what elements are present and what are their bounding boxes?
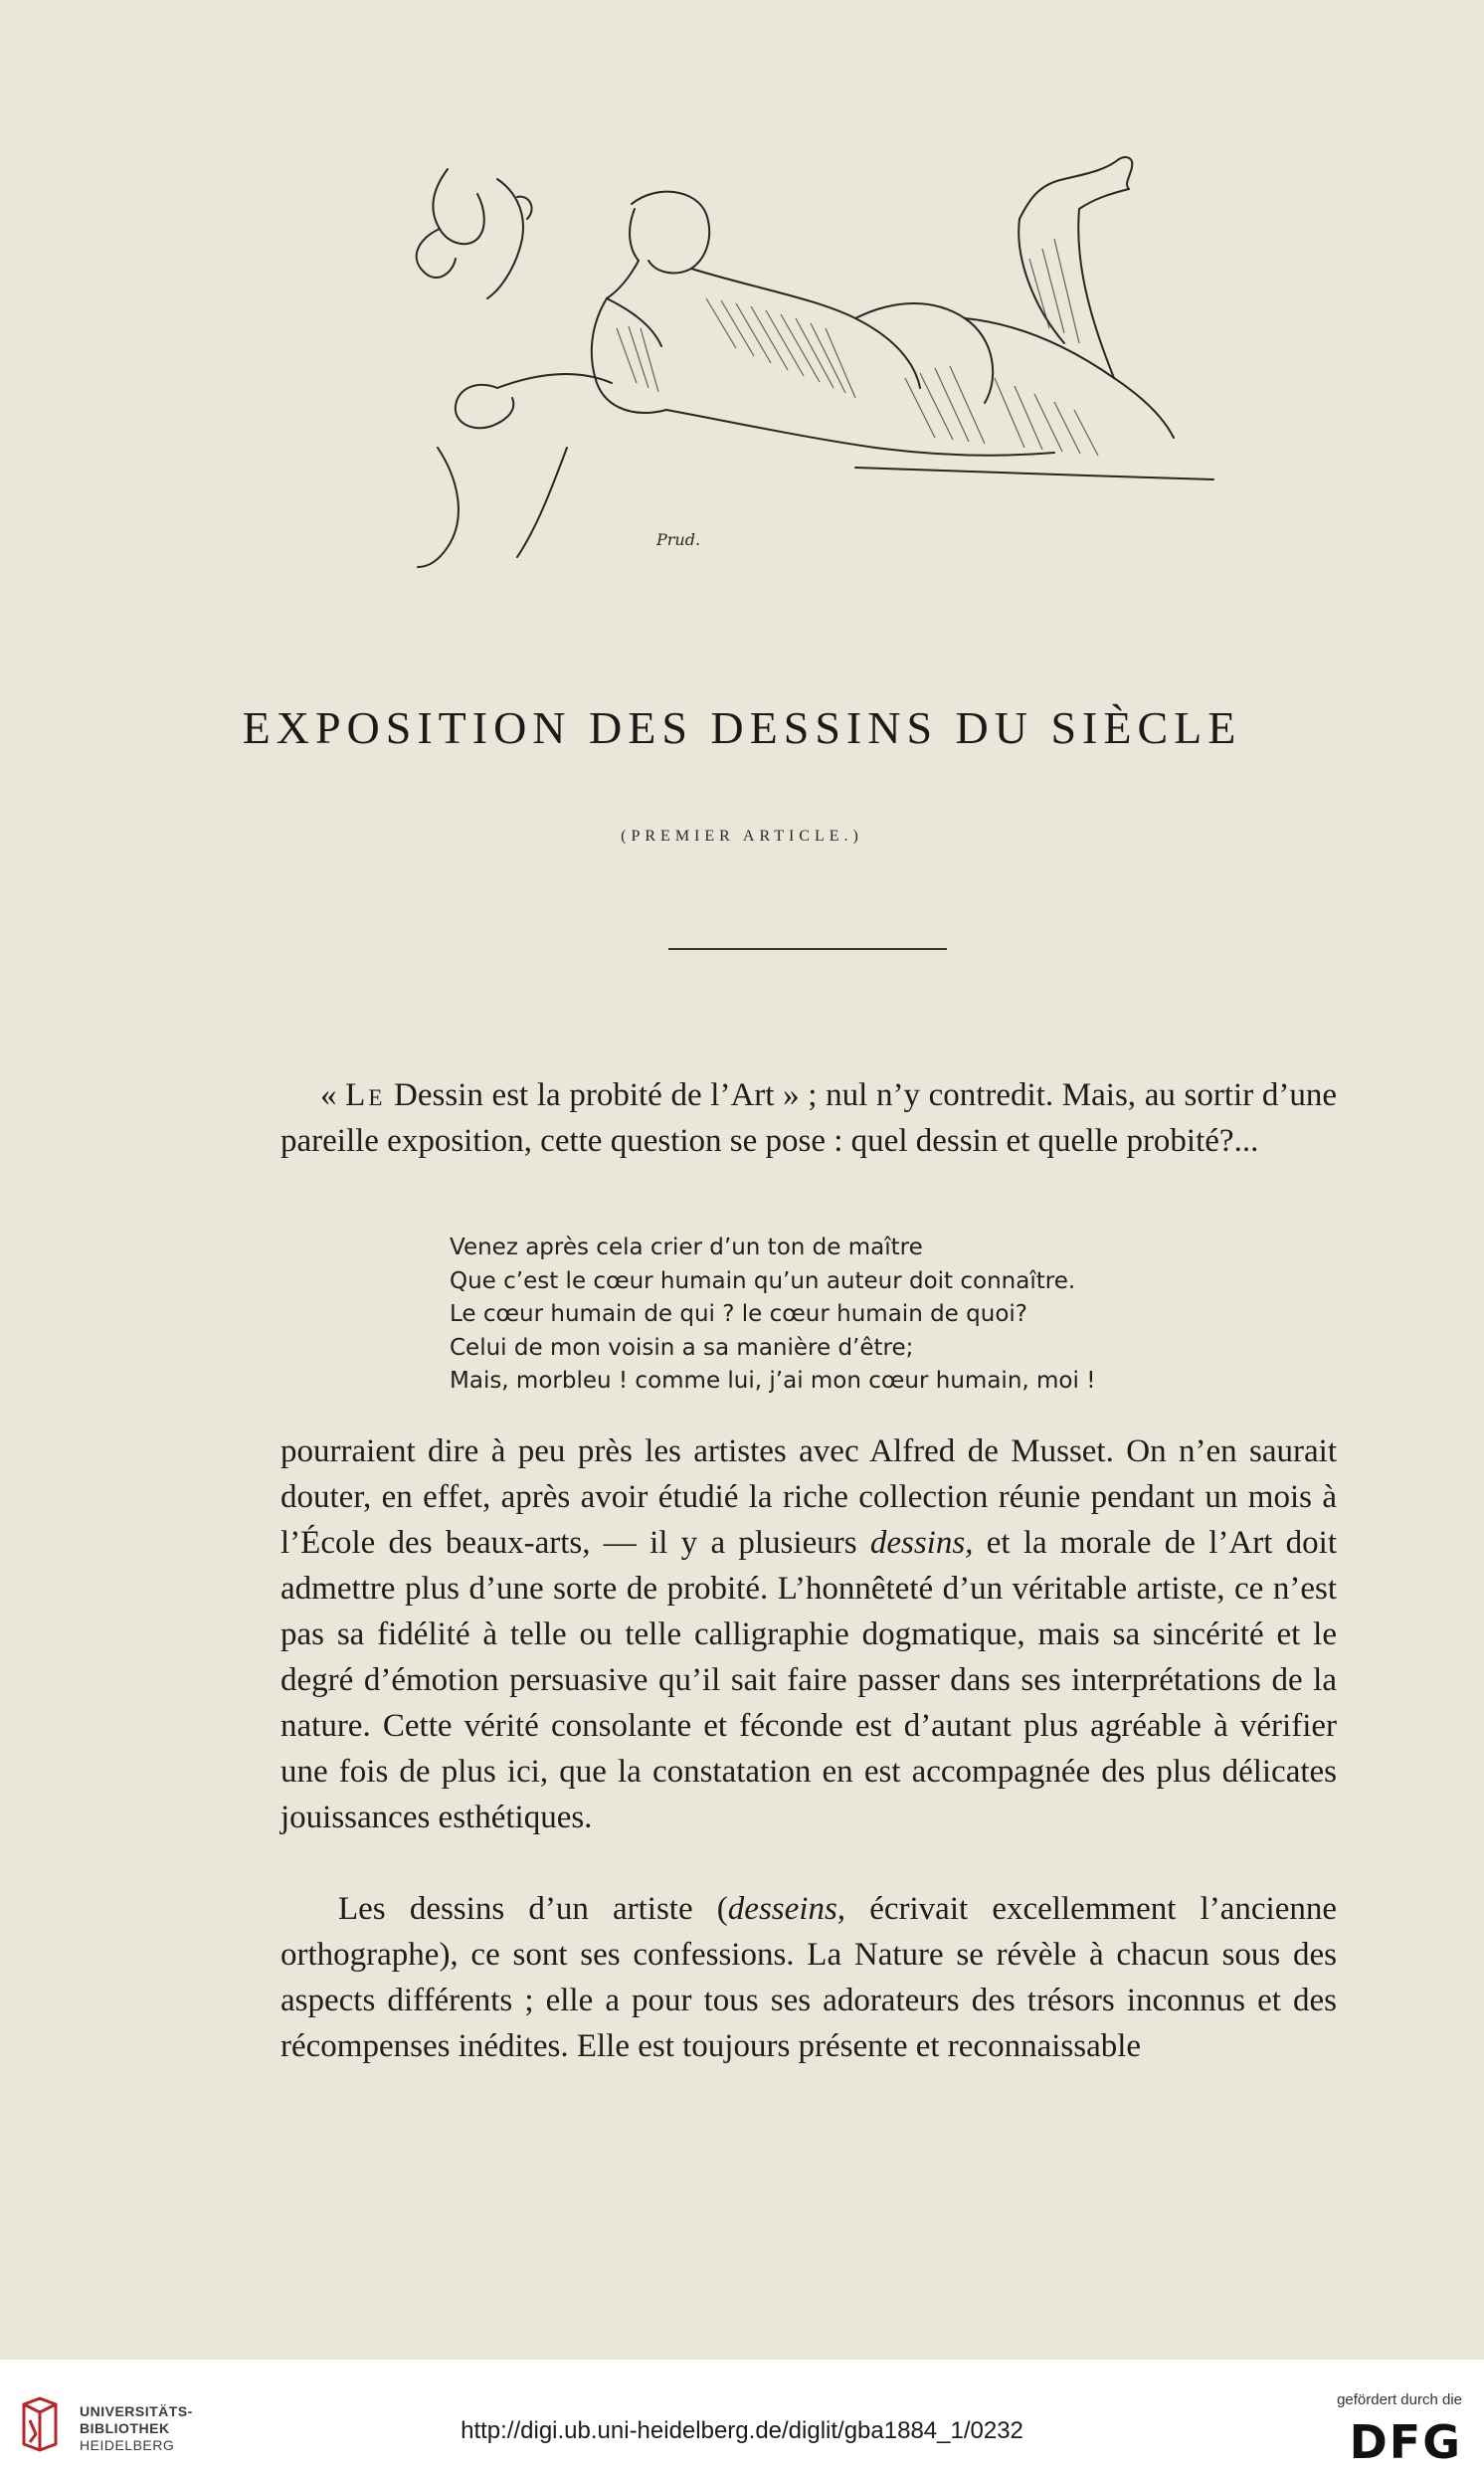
illustration-signature: Prud. [656, 530, 701, 549]
paragraph-2-text-b: et la morale de l’Art doit admettre plus d’une sorte de probité. L’honnêteté d’un véritable artiste, ce n’est pas sa fidélité à telle ou telle calligraphie dogmatique, mais sa sincérité et le degré d’émotion persuasive qu’il sait faire passer dans ses interprétations de la nature. Cette vérité consolante et féconde est d’autant plus agréable à vérifier une fois de plus ici, que la constatation en est accompagnée des plus délicates jouissances esthétiques. [280, 1525, 1338, 1835]
paragraph-3-text-a: Les dessins d’un artiste ( [338, 1891, 728, 1927]
paragraph-2-italic: dessins, [869, 1525, 974, 1561]
paragraph-3-text-b: écrivait excellemment l’ancienne orthographe), ce sont ses confessions. La Nature se révèle à chacun sous des aspects différents ; elle a pour tous ses adorateurs des trésors inconnus et des récompenses inédites. Elle est toujours présente et reconnaissable [280, 1891, 1337, 2064]
digitization-footer [0, 2360, 1484, 2472]
verse-line: Mais, morbleu ! comme lui, j’ai mon cœur humain, moi ! [450, 1368, 1096, 1394]
paragraph-3-italic: desseins, [727, 1891, 846, 1927]
verse-line: Le cœur humain de qui ? le cœur humain de quoi? [450, 1301, 1027, 1327]
article-subtitle: (PREMIER ARTICLE.) [621, 828, 863, 845]
paragraph-1-text: Dessin est la probité de l’Art » ; nul n’y contredit. Mais, au sortir d’une pareille exposition, cette question se pose : quel dessin et quelle probité?... [280, 1077, 1337, 1159]
paragraph-1 [280, 1072, 1337, 1164]
lead-word: Le [345, 1077, 386, 1113]
open-quote: « [320, 1077, 346, 1113]
dfg-logo: DFG [1349, 2415, 1462, 2469]
verse-line: Celui de mon voisin a sa manière d’être; [450, 1334, 914, 1361]
paragraph-2-text-a: pourraient dire à peu près les artistes avec Alfred de Musset. On n’en saurait douter, en effet, après avoir étudié la riche collection réunie pendant un mois à l’École des beaux-arts, — il y a plusieurs [280, 1433, 1337, 1561]
verse-quotation [450, 1232, 1265, 1399]
verse-line: Venez après cela crier d’un ton de maître [450, 1235, 923, 1260]
article-title: EXPOSITION DES DESSINS DU SIÈCLE [242, 702, 1242, 753]
paragraph-2 [280, 1428, 1337, 1840]
title-divider [668, 948, 947, 950]
funding-caption: gefördert durch die [1337, 2391, 1462, 2408]
library-name-line: BIBLIOTHEK [80, 2420, 170, 2436]
paragraph-3 [280, 1886, 1337, 2069]
verse-line: Que c’est le cœur humain qu’un auteur doit connaître. [450, 1267, 1076, 1294]
library-name-line: HEIDELBERG [80, 2437, 175, 2453]
library-name-line: UNIVERSITÄTS- [80, 2403, 193, 2419]
permalink-url[interactable]: http://digi.ub.uni-heidelberg.de/diglit/gba1884_1/0232 [461, 2417, 1023, 2444]
reclining-figure-engraving [378, 149, 1233, 587]
